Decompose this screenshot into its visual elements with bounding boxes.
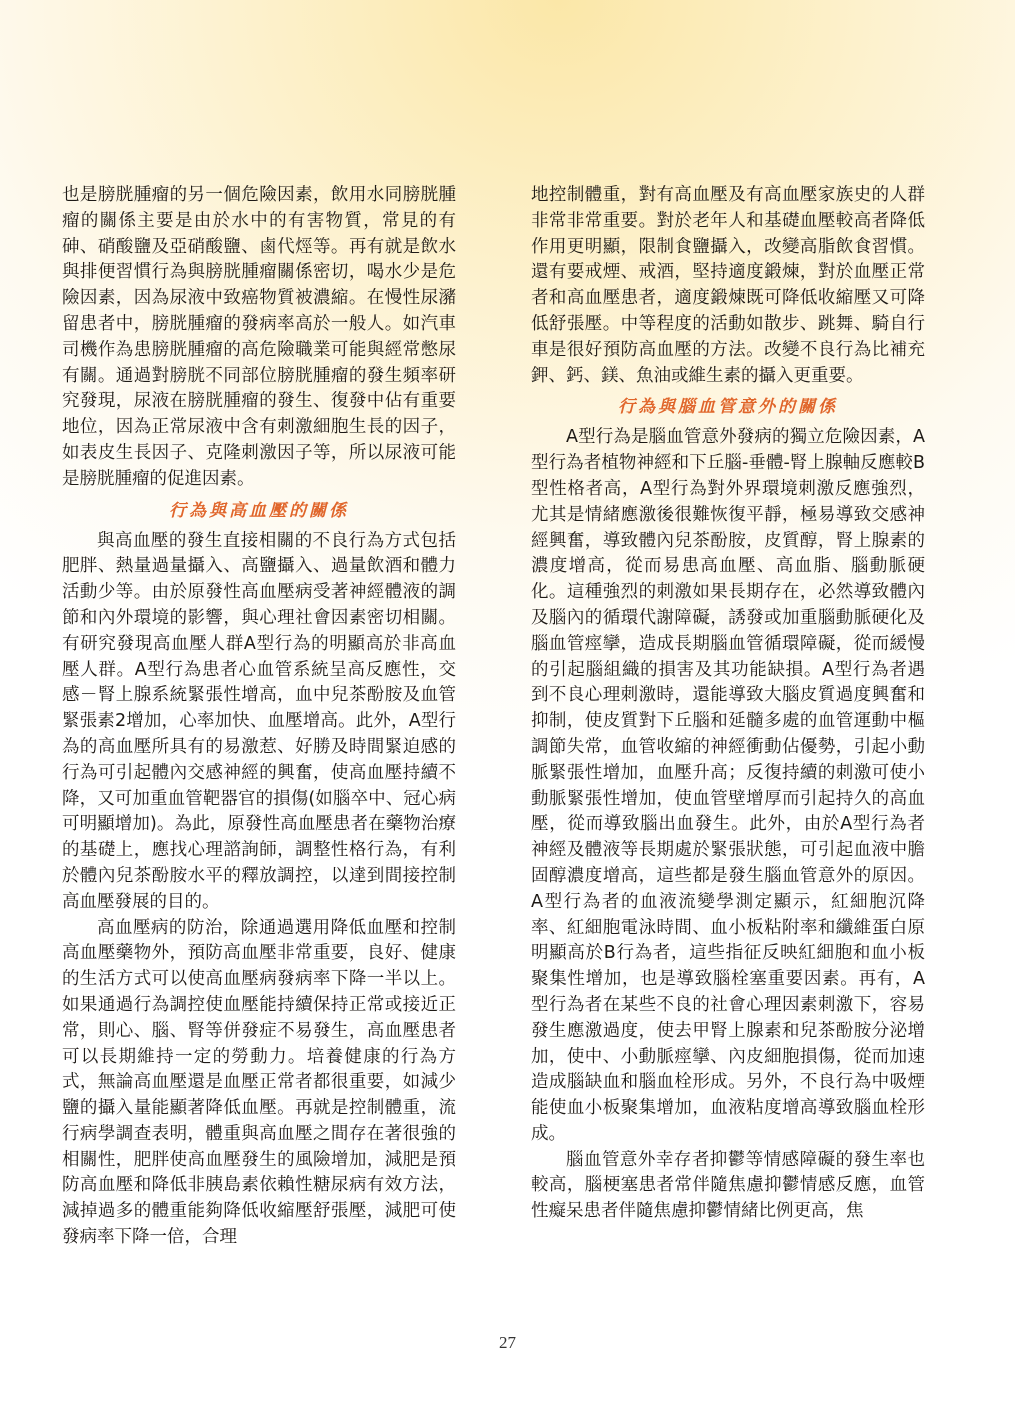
right-column: [531, 183, 925, 1225]
heading-hypertension: 行為與高血壓的關係: [169, 500, 349, 521]
paragraph-bladder-tumor: 也是膀胱腫瘤的另一個危險因素，飲用水同膀胱腫瘤的關係主要是由於水中的有害物質，常見的有砷、硝酸鹽及亞硝酸鹽、鹵代烴等。再有就是飲水與排便習慣行為與膀胱腫瘤關係密切，喝水少是危險因素，因為尿液中致癌物質被濃縮。在慢性尿瀦留患者中，膀胱腫瘤的發病率高於一般人。如汽車司機作為患膀胱腫瘤的高危險職業可能與經常憋尿有關。通過對膀胱不同部位膀胱腫瘤的發生頻率研究發現，尿液在膀胱腫瘤的發生、復發中佔有重要地位，因為正常尿液中含有刺激細胞生長的因子，如表皮生長因子、克隆刺激因子等，所以尿液可能是膀胱腫瘤的促進因素。: [62, 185, 456, 489]
paragraph-weight-control: 地控制體重，對有高血壓及有高血壓家族史的人群非常非常重要。對於老年人和基礎血壓較高者降低作用更明顯，限制食鹽攝入，改變高脂飲食習慣。還有要戒煙、戒酒，堅持適度鍛煉，對於血壓正常者和高血壓患者，適度鍛煉既可降低收縮壓又可降低舒張壓。中等程度的活動如散步、跳舞、騎自行車是很好預防高血壓的方法。改變不良行為比補充鉀、鈣、鎂、魚油或維生素的攝入更重要。: [531, 185, 925, 386]
paragraph-depression: 腦血管意外幸存者抑鬱等情感障礙的發生率也較高，腦梗塞患者常伴隨焦慮抑鬱情感反應，血管性癡呆患者伴隨焦慮抑鬱情緒比例更高，焦: [531, 1149, 925, 1222]
left-column: [62, 183, 456, 1251]
paragraph-type-a-behavior: A型行為是腦血管意外發病的獨立危險因素，A型行為者植物神經和下丘腦-垂體-腎上腺軸反應較B型性格者高，A型行為對外界環境刺激反應強烈，尤其是情緒應激後很難恢復平靜，極易導致交感神經興奮，導致體內兒茶酚胺，皮質醇，腎上腺素的濃度增高，從而易患高血壓、高血脂、腦動脈硬化。這種強烈的刺激如果長期存在，必然導致體內及腦內的循環代謝障礙，誘發或加重腦動脈硬化及腦血管痙攣，造成長期腦血管循環障礙，從而緩慢的引起腦組織的損害及其功能缺損。A型行為者遇到不良心理刺激時，還能導致大腦皮質過度興奮和抑制，使皮質對下丘腦和延髓多處的血管運動中樞調節失常，血管收縮的神經衝動佔優勢，引起小動脈緊張性增加，血壓升高；反復持續的刺激可使小動脈緊張性增加，使血管壁增厚而引起持久的高血壓，從而導致腦出血發生。此外，由於A型行為者神經及體液等長期處於緊張狀態，可引起血液中膽固醇濃度增高，這些都是發生腦血管意外的原因。A型行為者的血液流變學測定顯示，紅細胞沉降率、紅細胞電泳時間、血小板粘附率和纖維蛋白原明顯高於B行為者，這些指征反映紅細胞和血小板聚集性增加，也是導致腦栓塞重要因素。再有，A型行為者在某些不良的社會心理因素刺激下，容易發生應激過度，使去甲腎上腺素和兒茶酚胺分泌增加，使中、小動脈痙攣、內皮細胞損傷，從而加速造成腦缺血和腦血栓形成。另外，不良行為中吸煙能使血小板聚集增加，血液粘度增高導致腦血栓形成。: [531, 427, 925, 1144]
page-number: 27: [499, 1333, 516, 1352]
paragraph-hypertension-behavior: 與高血壓的發生直接相關的不良行為方式包括肥胖、熱量過量攝入、高鹽攝入、過量飲酒和體力活動少等。由於原發性高血壓病受著神經體液的調節和內外環境的影響，與心理社會因素密切相關。有研究發現高血壓人群A型行為的明顯高於非高血壓人群。A型行為患者心血管系統呈高反應性，交感－腎上腺系統緊張性增高，血中兒茶酚胺及血管緊張素2增加，心率加快、血壓增高。此外，A型行為的高血壓所具有的易激惹、好勝及時間緊迫感的行為可引起體內交感神經的興奮，使高血壓持續不降，又可加重血管靶器官的損傷(如腦卒中、冠心病可明顯增加)。為此，原發性高血壓患者在藥物治療的基礎上，應找心理諮詢師，調整性格行為，有利於體內兒茶酚胺水平的釋放調控，以達到間接控制高血壓發展的目的。: [62, 530, 456, 912]
heading-cerebrovascular: 行為與腦血管意外的關係: [618, 397, 838, 418]
paragraph-hypertension-prevention: 高血壓病的防治，除通過選用降低血壓和控制高血壓藥物外，預防高血壓非常重要，良好、健康的生活方式可以使高血壓病發病率下降一半以上。如果通過行為調控使血壓能持續保持正常或接近正常，則心、腦、腎等併發症不易發生，高血壓患者可以長期維持一定的勞動力。培養健康的行為方式，無論高血壓還是血壓正常者都很重要，如減少鹽的攝入量能顯著降低血壓。再就是控制體重，流行病學調查表明，體重與高血壓之間存在著很強的相關性，肥胖使高血壓發生的風險增加，減肥是預防高血壓和降低非胰島素依賴性糖尿病有效方法，減掉過多的體重能夠降低收縮壓舒張壓，減肥可使發病率下降一倍，合理: [62, 917, 456, 1248]
